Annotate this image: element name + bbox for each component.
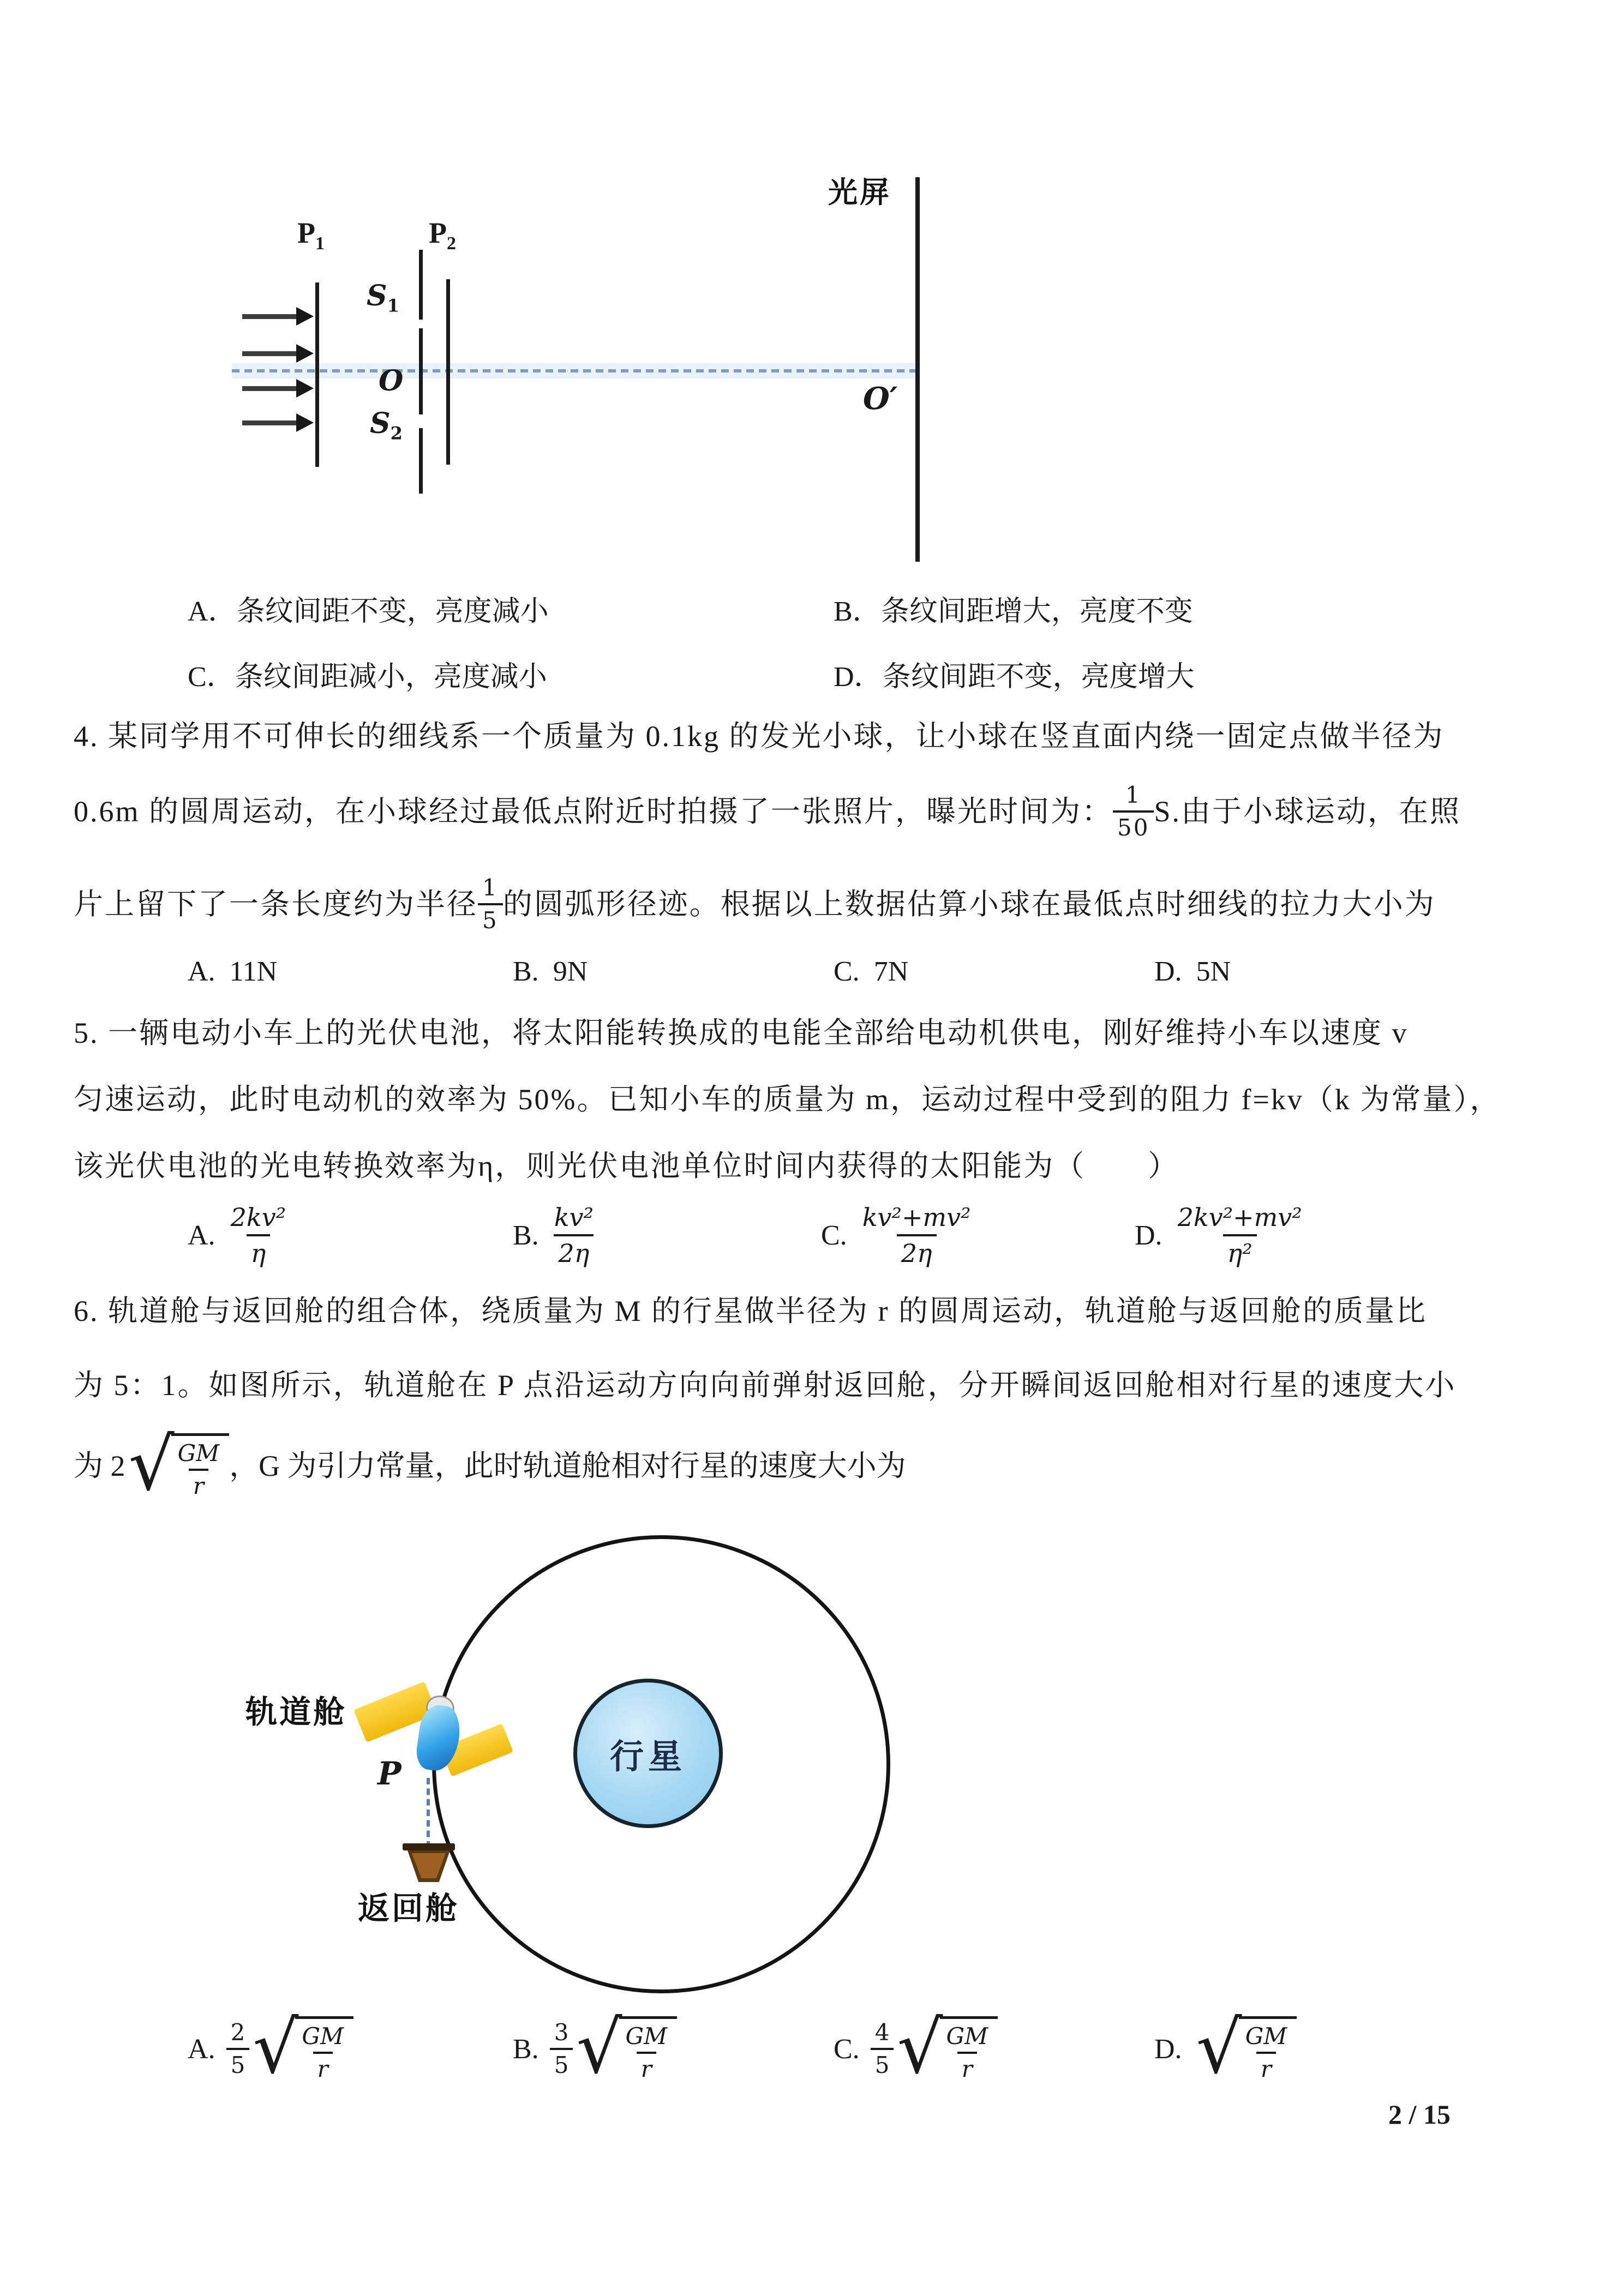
incident-light-arrow	[242, 314, 297, 319]
fraction-denominator: r	[1256, 2052, 1276, 2082]
q4-option-c	[834, 955, 908, 988]
option-letter: D.	[1135, 1219, 1162, 1251]
optical-axis-dashed-line	[232, 369, 920, 372]
fraction-denominator: 50	[1113, 810, 1154, 841]
option-text: 11N	[229, 956, 278, 987]
sqrt-expression	[894, 2005, 998, 2090]
q4-line2-text: 0.6m 的圆周运动，在小球经过最低点附近时拍摄了一张照片，曝光时间为：	[74, 795, 1113, 828]
slit-s1-label	[367, 279, 399, 316]
sqrt-expression	[1193, 2005, 1297, 2090]
q3-option-c	[188, 653, 547, 694]
p1-barrier-label	[297, 216, 325, 254]
fraction-denominator: 2η	[897, 1234, 937, 1268]
option-letter: D.	[1154, 2033, 1182, 2065]
sqrt-expression	[573, 2005, 677, 2090]
radical-sign: √	[897, 2005, 943, 2090]
sqrt-expression	[249, 2005, 353, 2090]
option-letter: C.	[834, 956, 860, 987]
fraction-denominator: r	[313, 2052, 333, 2082]
arc-length-fraction	[478, 875, 503, 934]
fraction-numerator: GM	[1245, 2022, 1287, 2049]
option-letter: B.	[513, 956, 539, 987]
exposure-time-fraction	[1113, 782, 1154, 841]
fraction-denominator: r	[189, 1469, 208, 1499]
option-text: 9N	[553, 956, 588, 987]
q5-option-a	[188, 1194, 290, 1276]
option-text: 条纹间距增大，亮度不变	[880, 596, 1193, 627]
coefficient-fraction	[226, 2019, 250, 2078]
fraction-numerator: 3	[554, 2019, 569, 2046]
fraction-numerator: GM	[946, 2022, 988, 2049]
midpoint-o-label	[379, 364, 403, 398]
fraction-numerator: GM	[625, 2022, 668, 2049]
q6-line1: 6. 轨道舱与返回舱的组合体，绕质量为 M 的行星做半径为 r 的圆周运动，轨道舱与返回舱的质量比	[74, 1295, 1427, 1327]
fraction-numerator: kv²+mv²	[862, 1203, 971, 1232]
option-letter: D.	[1154, 956, 1182, 987]
radical-sign: √	[128, 1422, 175, 1507]
fraction-denominator: 5	[550, 2048, 573, 2078]
fraction-numerator: 4	[874, 2019, 890, 2046]
q3-option-d	[834, 653, 1195, 694]
q3-option-a	[188, 588, 549, 629]
incident-light-arrow	[242, 386, 297, 391]
option-letter: B.	[513, 1219, 539, 1251]
q6-option-d	[1154, 2003, 1297, 2095]
planet-label: 行星	[609, 1738, 686, 1776]
option-text: 条纹间距不变，亮度减小	[236, 596, 549, 627]
orbital-module-label: 轨道舱	[245, 1694, 347, 1730]
incident-light-arrow	[242, 351, 297, 356]
fraction-denominator: η²	[1223, 1234, 1257, 1268]
q4-line3-text: 片上留下了一条长度约为半径	[74, 888, 478, 921]
fraction-numerator: 2	[230, 2019, 245, 2046]
option-letter: B．	[834, 596, 881, 627]
slit-s2-label	[370, 407, 403, 443]
coefficient-fraction	[871, 2019, 894, 2078]
q5-option-b	[513, 1194, 598, 1276]
formula-fraction	[858, 1203, 975, 1268]
s2-subscript: 2	[390, 423, 403, 444]
option-letter: A.	[188, 1219, 215, 1251]
q5-option-c	[821, 1194, 975, 1276]
q4-line1: 4. 某同学用不可伸长的细线系一个质量为 0.1kg 的发光小球，让小球在竖直面内绕一固定点做半径为	[74, 720, 1445, 753]
p2-letter: P	[429, 217, 447, 249]
option-letter: A.	[188, 2033, 215, 2065]
s1-letter: S	[367, 279, 387, 312]
q6-option-b	[513, 2003, 677, 2095]
double-slit-figure	[229, 164, 960, 589]
screen-line	[915, 177, 920, 562]
option-letter: C.	[834, 2033, 860, 2065]
q6-line3-text-after: ，G 为引力常量，此时轨道舱相对行星的速度大小为	[229, 1450, 906, 1482]
page-number: 2 / 15	[1388, 2099, 1451, 2130]
option-text: 条纹间距减小，亮度减小	[235, 662, 547, 693]
fraction-denominator: r	[637, 2052, 656, 2082]
q5-line3: 该光伏电池的光电转换效率为η，则光伏电池单位时间内获得的太阳能为（ ）	[74, 1150, 1179, 1182]
q6-option-a	[188, 2003, 353, 2095]
capsule-top-bar	[403, 1843, 455, 1850]
q4-option-a	[188, 955, 277, 988]
option-text: 5N	[1196, 956, 1231, 987]
sqrt-expression	[125, 1422, 230, 1507]
p2-subscript: 2	[447, 233, 456, 254]
q6-line3-text: 为 2	[74, 1450, 125, 1482]
radical-sign: √	[253, 2005, 299, 2090]
q6-line3	[74, 1417, 906, 1515]
radical-sign: √	[576, 2005, 622, 2090]
q3-option-b	[834, 588, 1193, 629]
fraction-numerator: 1	[482, 874, 499, 901]
formula-fraction	[1173, 1203, 1307, 1268]
fraction-numerator: 1	[1125, 782, 1142, 808]
fraction-numerator: 2kv²	[230, 1203, 286, 1232]
radical-sign: √	[1196, 2005, 1242, 2090]
q6-option-c	[834, 2003, 998, 2095]
planet-circle	[573, 1679, 723, 1828]
p1-barrier-line	[315, 283, 319, 467]
option-text: 7N	[873, 956, 909, 987]
o-prime-letter: O′	[863, 381, 898, 417]
q6-line2: 为 5：1。如图所示，轨道舱在 P 点沿运动方向向前弹射返回舱，分开瞬间返回舱相对行星的速度大小	[74, 1369, 1457, 1402]
double-slit-barrier-bottom	[419, 428, 423, 494]
fraction-denominator: 5	[478, 903, 503, 934]
q5-line2: 匀速运动，此时电动机的效率为 50%。已知小车的质量为 m，运动过程中受到的阻力 f=kv（k 为常量），	[74, 1083, 1501, 1116]
screen-label: 光屏	[828, 176, 891, 209]
option-letter: A．	[188, 596, 237, 627]
q4-line2-text-after: S.由于小球运动，在照	[1154, 795, 1461, 828]
q4-line3	[74, 861, 1436, 948]
s1-subscript: 1	[387, 295, 399, 316]
p2-barrier-label	[429, 216, 456, 254]
option-text: 条纹间距不变，亮度增大	[882, 662, 1195, 693]
fraction-numerator: kv²	[554, 1203, 594, 1232]
option-letter: C．	[188, 662, 235, 693]
option-letter: C.	[821, 1219, 847, 1251]
q5-option-d	[1135, 1194, 1307, 1276]
q4-option-d	[1154, 955, 1231, 988]
point-p-label	[377, 1755, 401, 1792]
fraction-numerator: GM	[177, 1439, 220, 1466]
q5-line1: 5. 一辆电动小车上的光伏电池，将太阳能转换成的电能全部给电动机供电，刚好维持小车以速度 v	[74, 1017, 1409, 1049]
return-capsule-illustration	[403, 1843, 455, 1885]
p1-subscript: 1	[315, 233, 325, 254]
p-letter: P	[377, 1755, 401, 1792]
q4-option-b	[513, 955, 588, 988]
fraction-denominator: 5	[226, 2048, 250, 2078]
fraction-denominator: 5	[871, 2048, 894, 2078]
radicand-fraction	[173, 1440, 224, 1499]
s2-letter: S	[370, 407, 391, 440]
o-prime-label	[863, 381, 898, 417]
o-letter: O	[379, 364, 404, 398]
coefficient-fraction	[550, 2019, 573, 2078]
option-letter: A.	[188, 956, 215, 987]
fraction-denominator: 2η	[554, 1234, 594, 1268]
option-letter: B.	[513, 2033, 539, 2065]
ejection-dashed-line	[427, 1778, 430, 1848]
option-letter: D．	[834, 662, 883, 693]
return-capsule-label: 返回舱	[358, 1891, 460, 1926]
orbit-figure	[235, 1527, 933, 2029]
p1-letter: P	[297, 217, 315, 249]
fraction-denominator: r	[957, 2052, 977, 2082]
formula-fraction	[550, 1203, 598, 1268]
q4-line2	[74, 768, 1461, 855]
fraction-numerator: 2kv²+mv²	[1177, 1203, 1302, 1232]
formula-fraction	[226, 1203, 291, 1268]
double-slit-barrier-middle	[419, 328, 423, 414]
fraction-denominator: η	[247, 1234, 271, 1268]
incident-light-arrow	[242, 420, 297, 425]
fraction-numerator: GM	[302, 2022, 344, 2049]
double-slit-barrier-top	[419, 250, 423, 320]
p2-barrier-line	[446, 279, 450, 465]
q4-line3-text-after: 的圆弧形径迹。根据以上数据估算小球在最低点时细线的拉力大小为	[502, 888, 1436, 921]
